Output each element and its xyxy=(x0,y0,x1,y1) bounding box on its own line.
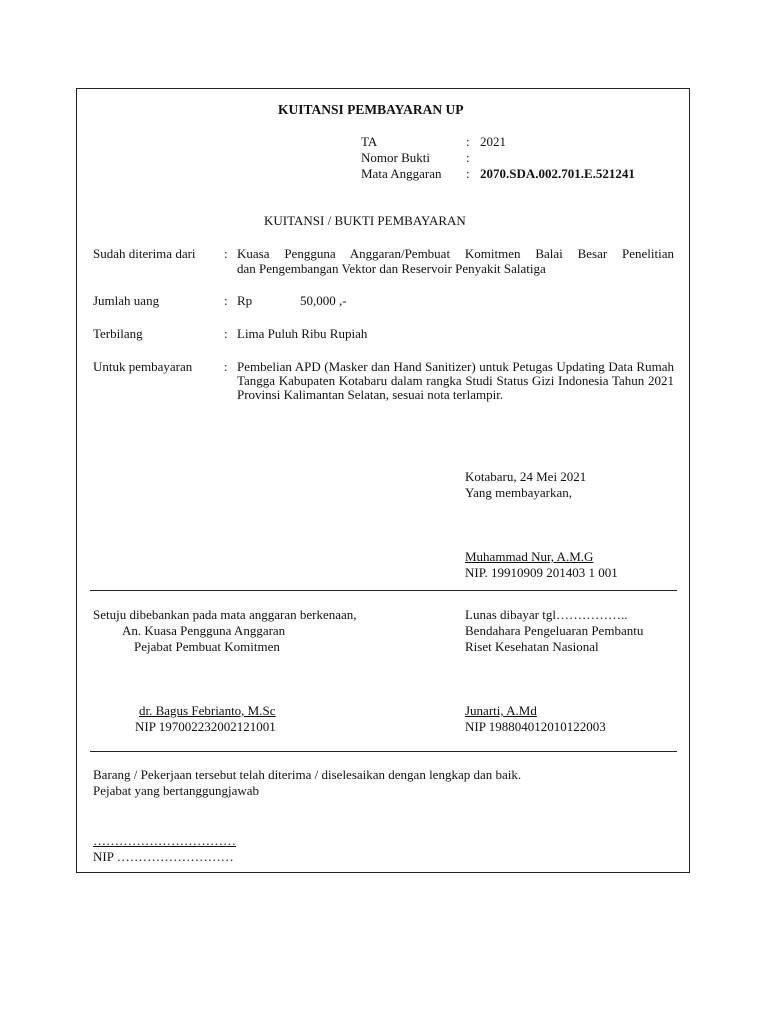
received-from-label: Sudah diterima dari xyxy=(93,246,196,261)
meta-sep-mata-anggaran: : xyxy=(466,166,470,181)
approval-right-line2: Bendahara Pengeluaran Pembantu xyxy=(465,623,644,638)
received-from-line1: Kuasa Pengguna Anggaran/Pembuat Komitmen Balai Besar Penelitian xyxy=(237,246,674,261)
payer-nip: NIP. 19910909 201403 1 001 xyxy=(465,565,618,580)
amount-currency: Rp xyxy=(237,293,253,308)
spelled-label: Terbilang xyxy=(93,326,143,341)
approval-left-name: dr. Bagus Febrianto, M.Sc xyxy=(139,703,276,718)
purpose-text: Pembelian APD (Masker dan Hand Sanitizer) untuk Petugas Updating Data Rumah Tangga Kabupaten Kotabaru dalam rangka Studi Status Gizi Indonesia Tahun 2021 Provinsi Kalimantan Selatan, sesuai nota terlampir. xyxy=(237,359,674,402)
payer-place-date: Kotabaru, 24 Mei 2021 xyxy=(465,469,587,484)
received-from-line2: dan Pengembangan Vektor dan Reservoir Penyakit Salatiga xyxy=(237,261,546,276)
meta-value-ta: 2021 xyxy=(480,134,506,149)
approval-right-nip: NIP 198804012010122003 xyxy=(465,719,606,734)
purpose-sep: : xyxy=(224,359,228,374)
amount-label: Jumlah uang xyxy=(93,293,160,308)
document-title: KUITANSI PEMBAYARAN UP xyxy=(278,102,464,117)
approval-left-line2: An. Kuasa Pengguna Anggaran xyxy=(122,623,286,638)
meta-sep-nomor-bukti: : xyxy=(466,150,470,165)
approval-right-line3: Riset Kesehatan Nasional xyxy=(465,639,599,654)
meta-value-mata-anggaran: 2070.SDA.002.701.E.521241 xyxy=(480,166,635,181)
approval-left-nip: NIP 197002232002121001 xyxy=(135,719,276,734)
received-from-sep: : xyxy=(224,246,228,261)
approval-left-line3: Pejabat Pembuat Komitmen xyxy=(134,639,280,654)
meta-label-nomor-bukti: Nomor Bukti xyxy=(361,150,430,165)
approval-right-line1: Lunas dibayar tgl…………….. xyxy=(465,607,628,622)
footer-nip: NIP ……………………… xyxy=(93,849,234,864)
amount-sep: : xyxy=(224,293,228,308)
spelled-sep: : xyxy=(224,326,228,341)
meta-label-mata-anggaran: Mata Anggaran xyxy=(361,166,442,181)
footer-signature-line: …………………………… xyxy=(93,833,236,848)
payer-role: Yang membayarkan, xyxy=(465,485,572,500)
approval-right-name: Junarti, A.Md xyxy=(465,703,537,718)
purpose-label: Untuk pembayaran xyxy=(93,359,193,374)
meta-sep-ta: : xyxy=(466,134,470,149)
divider-2 xyxy=(90,751,677,752)
approval-left-line1: Setuju dibebankan pada mata anggaran berkenaan, xyxy=(93,607,357,622)
receipt-frame xyxy=(76,88,690,873)
meta-label-ta: TA xyxy=(361,134,378,149)
receipt-subtitle: KUITANSI / BUKTI PEMBAYARAN xyxy=(264,213,466,228)
footer-line2: Pejabat yang bertanggungjawab xyxy=(93,783,260,798)
divider-1 xyxy=(90,590,677,591)
spelled-value: Lima Puluh Ribu Rupiah xyxy=(237,326,368,341)
payer-name: Muhammad Nur, A.M.G xyxy=(465,549,594,564)
amount-value: 50,000 ,- xyxy=(300,293,347,308)
footer-line1: Barang / Pekerjaan tersebut telah diterima / diselesaikan dengan lengkap dan baik. xyxy=(93,767,522,782)
